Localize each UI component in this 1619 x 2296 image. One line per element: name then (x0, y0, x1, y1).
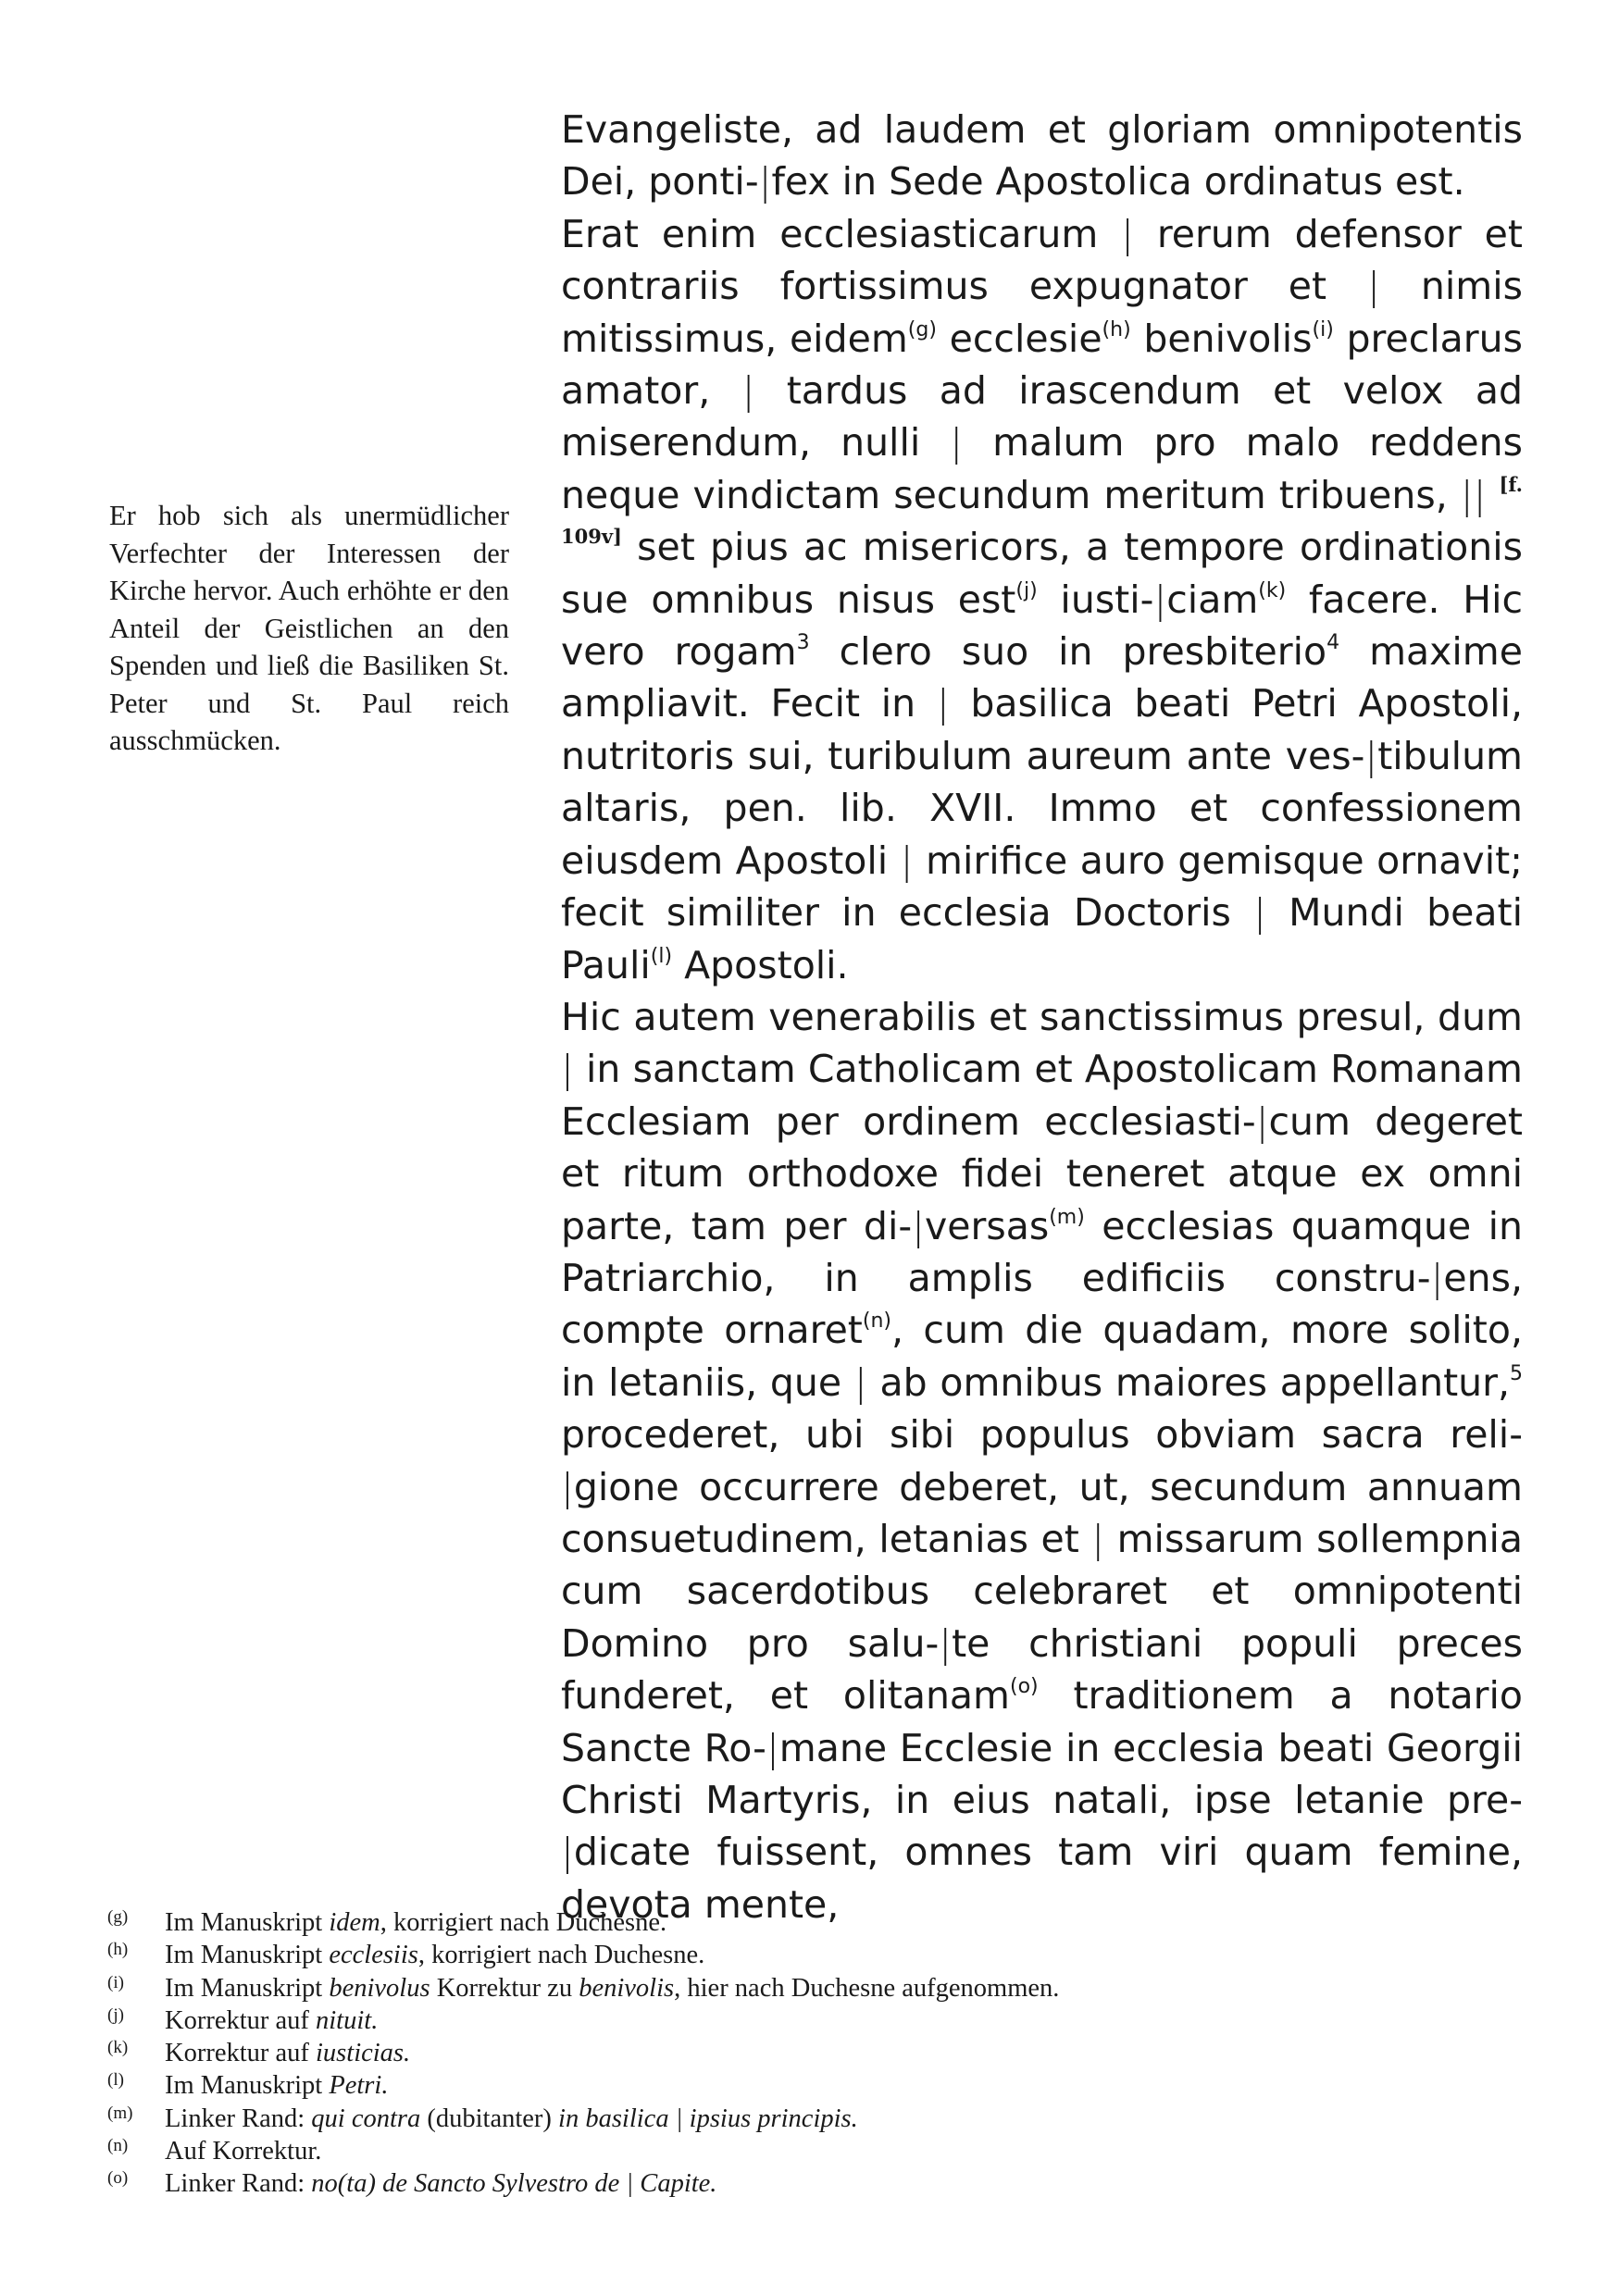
footnote-mark: (h) (107, 1940, 129, 1960)
footnote-ref-j[interactable]: (j) (1015, 578, 1038, 602)
endnote-ref-4[interactable]: 4 (1326, 631, 1340, 655)
text-run: Evangeliste, ad laudem et gloriam omnipotentis Dei, ponti- (561, 107, 1523, 205)
endnote-ref-5[interactable]: 5 (1510, 1361, 1524, 1385)
line-break-marker: | (561, 1047, 574, 1092)
footnote-ref-i[interactable]: (i) (1312, 317, 1334, 341)
footnote-item (107, 2135, 1403, 2167)
footnote-mark: (o) (107, 2168, 129, 2189)
paragraph-2 (561, 208, 1523, 991)
footnote-item (107, 2167, 1403, 2200)
footnote-item (107, 2103, 1403, 2135)
footnote-ref-m[interactable]: (m) (1049, 1205, 1085, 1229)
footnote-item (107, 2037, 1403, 2069)
footnote-text: Korrektur auf iusticias. (165, 2039, 411, 2068)
line-break-marker: | (561, 1830, 574, 1875)
line-break-marker: | (1153, 577, 1167, 622)
line-break-marker: | (561, 1464, 574, 1509)
text-run: traditionem a notario Sancte Ro- (561, 1673, 1523, 1770)
footnote-text: Auf Korrektur. (165, 2137, 322, 2166)
main-text (561, 104, 1523, 1930)
text-run: iusti- (1037, 577, 1154, 622)
footnote-mark: (k) (107, 2038, 129, 2058)
footnote-text: Korrektur auf nituit. (165, 2005, 379, 2035)
footnotes (107, 1906, 1403, 2201)
text-run: ens, compte ornaret (561, 1255, 1523, 1353)
text-run: tardus ad irascendum et velox ad miserendum, nulli (561, 368, 1523, 465)
text-run: rerum defensor et contrariis fortissimus expugnator et (561, 211, 1523, 309)
footnote-ref-l[interactable]: (l) (650, 944, 673, 968)
line-break-marker: | (950, 420, 964, 465)
line-break-marker: | (1364, 733, 1378, 778)
text-run: facere. Hic vero rogam (561, 577, 1524, 675)
footnote-item (107, 1906, 1403, 1939)
footnote-ref-h[interactable]: (h) (1102, 317, 1131, 341)
paragraph-1 (561, 104, 1523, 208)
folio-break-marker: || (1460, 472, 1487, 517)
text-run: clero suo in presbiterio (809, 629, 1327, 675)
line-break-marker: | (912, 1203, 925, 1248)
text-run: nimis mitissimus, eidem (561, 264, 1523, 361)
text-run: ab omnibus maiores appellantur, (866, 1359, 1511, 1405)
text-run: versas (924, 1203, 1050, 1248)
text-run: , cum die quadam, more solito, in letaniis, que (561, 1308, 1523, 1405)
line-break-marker: | (1091, 1516, 1105, 1561)
footnote-ref-o[interactable]: (o) (1010, 1675, 1039, 1699)
footnote-item (107, 1972, 1403, 2004)
text-run: missarum sollempnia cum sacerdotibus celebraret et omnipotenti Domino pro salu- (561, 1516, 1523, 1666)
text-run: mirifice auro gemisque ornavit; fecit similiter in ecclesia Doctoris (561, 838, 1523, 936)
text-run: fex in Sede Apostolica ordinatus est. (771, 159, 1465, 205)
footnote-mark: (i) (107, 1972, 124, 1992)
text-run: basilica beati Petri Apostoli, nutritoris sui, turibulum aureum ante ves- (561, 681, 1523, 778)
footnote-text: Im Manuskript ecclesiis, korrigiert nach Duchesne. (165, 1941, 705, 1970)
text-run: benivolis (1130, 316, 1313, 361)
endnote-ref-3[interactable]: 3 (796, 631, 810, 655)
line-break-marker: | (900, 838, 914, 883)
footnote-ref-k[interactable]: (k) (1258, 578, 1287, 602)
text-run: ciam (1166, 577, 1259, 622)
text-run: ecclesias quamque in Patriarchio, in amplis edificiis constru- (561, 1203, 1523, 1300)
text-run: gione occurrere deberet, ut, secundum annuam consuetudinem, letanias et (561, 1464, 1523, 1561)
text-run: malum pro malo reddens neque vindictam secundum meritum tribuens, (561, 420, 1523, 517)
footnote-item (107, 2069, 1403, 2102)
footnote-mark: (g) (107, 1907, 129, 1927)
text-run: cum degeret et ritum orthodoxe fidei teneret atque ex omni parte, tam per di- (561, 1098, 1523, 1248)
line-break-marker: | (766, 1725, 779, 1770)
line-break-marker: | (741, 368, 755, 414)
line-break-marker: | (1255, 1098, 1269, 1144)
footnote-mark: (n) (107, 2136, 129, 2156)
line-break-marker: | (758, 159, 772, 205)
text-run: te christiani populi preces funderet, et olitanam (561, 1620, 1523, 1719)
line-break-marker: | (853, 1359, 867, 1405)
line-break-marker: | (936, 681, 950, 726)
text-run: ecclesie (936, 316, 1102, 361)
text-run: maxime ampliavit. Fecit in (561, 629, 1523, 726)
footnote-ref-g[interactable]: (g) (907, 317, 937, 341)
line-break-marker: | (939, 1620, 953, 1666)
footnote-mark: (m) (107, 2103, 133, 2123)
text-run: dicate fuissent, omnes tam viri quam femine, devota mente, (561, 1830, 1523, 1927)
margin-summary: Er hob sich als unermüdlicher Verfechter der Interessen der Kirche hervor. Auch erhöhte er den Anteil der Geistlichen an den Spenden und ließ die Basiliken St. Peter und St. Paul reich ausschmücken. (109, 500, 509, 756)
footnote-item (107, 2004, 1403, 2037)
footnote-text: Im Manuskript idem, korrigiert nach Duchesne. (165, 1908, 667, 1937)
footnote-text: Linker Rand: qui contra (dubitanter) in basilica | ipsius principis. (165, 2104, 858, 2133)
footnote-item (107, 1939, 1403, 1971)
text-run: mane Ecclesie in ecclesia beati Georgii Christi Martyris, in eius natali, ipse letanie pre- (561, 1725, 1524, 1822)
footnote-mark: (l) (107, 2070, 124, 2091)
line-break-marker: | (1253, 890, 1266, 936)
footnote-ref-n[interactable]: (n) (862, 1309, 891, 1334)
text-run: Erat enim ecclesiasticarum (561, 211, 1122, 256)
footnote-text: Linker Rand: no(ta) de Sancto Sylvestro de | Capite. (165, 2169, 717, 2199)
text-run: preclarus amator, (561, 316, 1523, 414)
line-break-marker: | (1121, 211, 1134, 256)
folio-reference: [f. 109v] (561, 472, 1523, 549)
text-run: set pius ac misericors, a tempore ordinationis sue omnibus nisus est (561, 525, 1523, 622)
text-run: Apostoli. (672, 942, 849, 987)
text-run: procederet, ubi sibi populus obviam sacra reli- (561, 1412, 1523, 1458)
paragraph-3 (561, 991, 1523, 1930)
text-run: Hic autem venerabilis et sanctissimus presul, dum (561, 994, 1523, 1039)
footnote-mark: (j) (107, 2004, 124, 2025)
text-run: in sanctam Catholicam et Apostolicam Romanam Ecclesiam per ordinem ecclesiasti- (561, 1047, 1523, 1144)
line-break-marker: | (1367, 264, 1380, 309)
footnote-text: Im Manuskript Petri. (165, 2071, 389, 2101)
footnote-text: Im Manuskript benivolus Korrektur zu benivolis, hier nach Duchesne aufgenommen. (165, 1973, 1060, 2003)
text-run: tibulum altaris, pen. lib. XVII. Immo et confessionem eiusdem Apostoli (561, 733, 1523, 883)
line-break-marker: | (1430, 1255, 1444, 1300)
text-run: Mundi beati Pauli (561, 890, 1524, 987)
